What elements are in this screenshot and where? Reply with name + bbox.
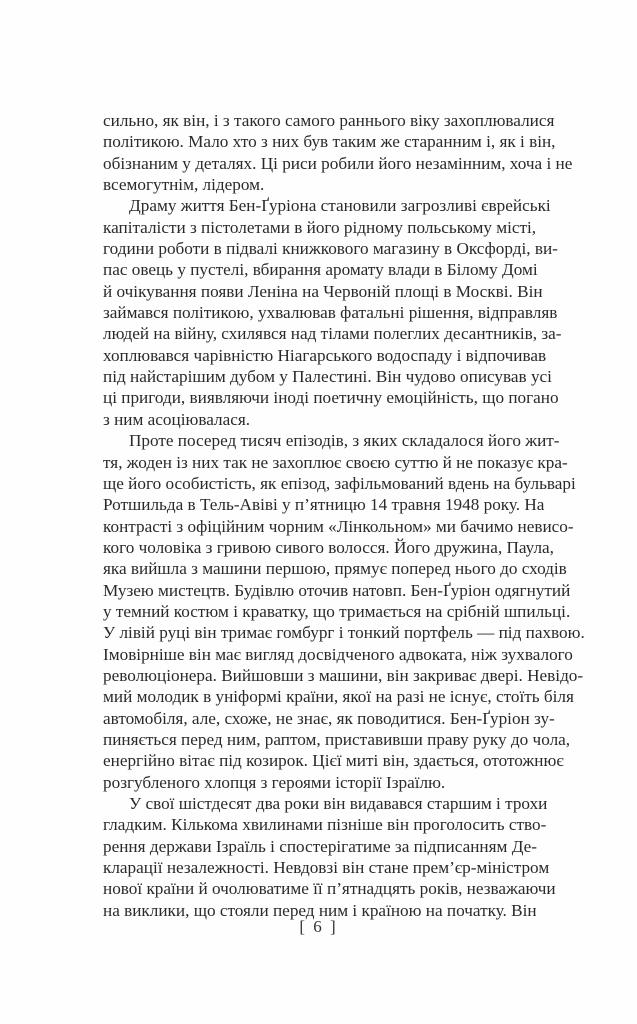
paragraph <box>103 195 562 430</box>
text-line: обізнаним у деталях. Ці риси робили його незамінним, хоча і не <box>103 153 573 173</box>
text-line: яка вийшла з машини першою, прямує поперед нього до сходів <box>103 559 567 579</box>
text-line: ці пригоди, виявляючи іноді поетичну емоційність, що погано <box>103 388 559 408</box>
text-line: революціонера. Вийшовши з машини, він закриває двері. Невідо- <box>103 665 584 685</box>
text-line: Імовірніше він має вигляд досвідченого адвоката, ніж зухвалого <box>103 644 573 664</box>
text-line: Проте посеред тисяч епізодів, з яких складалося його жит- <box>129 431 560 451</box>
text-line: Драму життя Бен-Ґуріона становили загрозливі єврейські <box>129 196 551 216</box>
text-line: ще його особистість, як епізод, зафільмований вдень на бульварі <box>103 473 576 493</box>
page-number: [ 6 ] <box>299 917 338 936</box>
text-line: автомобіля, але, схоже, не знає, як поводитися. Бен-Ґуріон зу- <box>103 708 555 728</box>
body-text <box>103 110 585 921</box>
text-line: тя, жоден із них так не захоплює своєю суттю й не показує кра- <box>103 452 568 472</box>
text-line: енергійно вітає під козирок. Цієї миті він, здається, ототожнює <box>103 751 564 771</box>
text-line: політикою. Мало хто з них був таким же старанним і, як і він, <box>103 132 556 152</box>
text-line: під найстарішим дубом у Палестині. Він чудово описував усі <box>103 367 552 387</box>
text-line: капіталісти з пістолетами в його рідному польському місті, <box>103 217 537 237</box>
text-line: людей на війну, схилявся над тілами полеглих десантників, за- <box>103 324 562 344</box>
text-line: кого чоловіка з гривою сивого волосся. Його дружина, Паула, <box>103 537 554 557</box>
text-line: хоплювався чарівністю Ніагарського водоспаду і відпочивав <box>103 345 547 365</box>
text-line: у темний костюм і краватку, що тримається на срібній шпильці. <box>103 601 571 621</box>
text-line: розгубленого хлопця з героями історії Ізраїлю. <box>103 772 446 792</box>
text-line: гладким. Кількома хвилинами пізніше він проголосить ство- <box>103 815 547 835</box>
text-line: й очікування появи Леніна на Червоній площі в Москві. Він <box>103 281 543 301</box>
text-line: займався політикою, ухвалював фатальні рішення, відправляв <box>103 303 558 323</box>
paragraph <box>103 430 585 793</box>
text-line: контрасті з офіційним чорним «Лінкольном» ми бачимо невисо- <box>103 516 574 536</box>
text-line: Ротшильда в Тель-Авіві у п’ятницю 14 травня 1948 року. На <box>103 495 545 515</box>
text-line: з ним асоціювалася. <box>103 409 251 429</box>
text-line: нової країни й очолюватиме її п’ятнадцять років, незважаючи <box>103 879 556 899</box>
text-line: кларації незалежності. Невдовзі він стане прем’єр-міністром <box>103 858 550 878</box>
text-line: години роботи в підвалі книжкового магазину в Оксфорді, ви- <box>103 239 558 259</box>
text-line: на виклики, що стояли перед ним і країною на початку. Він <box>103 900 537 920</box>
paragraph <box>103 110 573 195</box>
text-line: рення держави Ізраїль і спостерігатиме за підписанням Де- <box>103 836 537 856</box>
text-line: Музею мистецтв. Будівлю оточив натовп. Бен-Ґуріон одягнутий <box>103 580 571 600</box>
text-line: всемогутнім, лідером. <box>103 175 265 195</box>
text-line: мий молодик в уніформі країни, якої на разі не існує, стоїть біля <box>103 687 574 707</box>
text-line: пиняється перед ним, раптом, приставивши праву руку до чола, <box>103 729 571 749</box>
paragraph <box>103 793 556 921</box>
text-line: У свої шістдесят два роки він видавався старшим і трохи <box>129 794 548 813</box>
text-line: сильно, як він, і з такого самого раннього віку захоплювалися <box>103 111 555 130</box>
text-line: У лівій руці він тримає гомбург і тонкий портфель — під пахвою. <box>103 623 585 643</box>
text-line: пас овець у пустелі, вбирання аромату влади в Білому Домі <box>103 260 538 280</box>
